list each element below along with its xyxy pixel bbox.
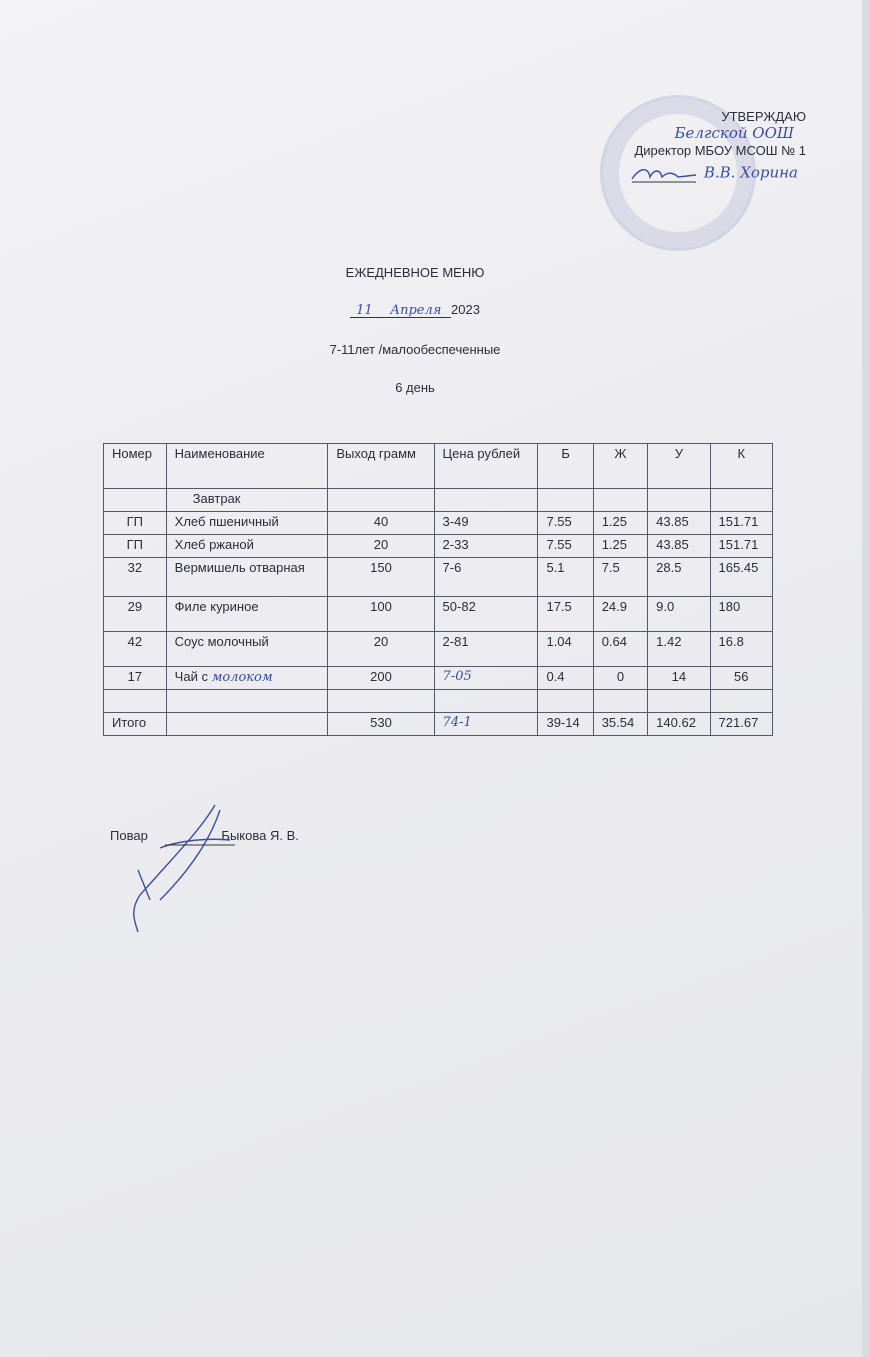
cell-zh: 1.25	[593, 512, 647, 535]
col-header: Ж	[593, 444, 647, 489]
approval-title: УТВЕРЖДАЮ	[721, 109, 806, 124]
cell-num: 42	[104, 632, 167, 667]
col-header: У	[648, 444, 710, 489]
date-month: Апреля	[390, 303, 442, 318]
total-k: 721.67	[710, 713, 772, 736]
director-name-handwritten: В.В. Хорина	[703, 163, 798, 182]
total-b: 39-14	[538, 713, 593, 736]
cell-weight: 20	[328, 632, 434, 667]
empty-row	[104, 690, 773, 713]
cell-name: Хлеб ржаной	[166, 535, 328, 558]
cell-weight: 40	[328, 512, 434, 535]
cell-u: 43.85	[648, 512, 710, 535]
cell-b: 17.5	[538, 597, 593, 632]
cell-u: 28.5	[648, 558, 710, 597]
cell-zh: 7.5	[593, 558, 647, 597]
table-row	[104, 512, 773, 535]
page-title: ЕЖЕДНЕВНОЕ МЕНЮ	[345, 265, 485, 280]
menu-table	[103, 443, 773, 736]
col-header: Номер	[104, 444, 167, 489]
cell-name	[166, 667, 328, 690]
cell-name: Вермишель отварная	[166, 558, 328, 597]
approval-position: Директор МБОУ МСОШ № 1	[634, 143, 806, 158]
day-number: 6 день	[395, 380, 435, 395]
cell-b: 0.4	[538, 667, 593, 690]
cell-weight: 150	[328, 558, 434, 597]
cell-num: 32	[104, 558, 167, 597]
cell-weight: 200	[328, 667, 434, 690]
table-row	[104, 597, 773, 632]
cell-zh: 0.64	[593, 632, 647, 667]
cook-signature	[120, 800, 250, 940]
approval-school-handwritten: Белгской ООШ	[674, 124, 794, 142]
menu-date	[0, 302, 830, 318]
table-row	[104, 558, 773, 597]
cell-k: 180	[710, 597, 772, 632]
date-year: 2023	[451, 302, 480, 317]
cell-k: 151.71	[710, 512, 772, 535]
cell-zh: 24.9	[593, 597, 647, 632]
section-row	[104, 489, 773, 512]
cell-num: ГП	[104, 512, 167, 535]
cook-name: Быкова Я. В.	[221, 828, 299, 843]
cell-name: Филе куриное	[166, 597, 328, 632]
cell-k: 151.71	[710, 535, 772, 558]
col-header: Выход грамм	[328, 444, 434, 489]
cell-u: 43.85	[648, 535, 710, 558]
table-row	[104, 632, 773, 667]
cell-price: 2-33	[434, 535, 538, 558]
total-zh: 35.54	[593, 713, 647, 736]
cell-price: 3-49	[434, 512, 538, 535]
table-row	[104, 667, 773, 690]
cell-k: 165.45	[710, 558, 772, 597]
cell-u: 14	[648, 667, 710, 690]
cell-b: 1.04	[538, 632, 593, 667]
col-header: Б	[538, 444, 593, 489]
col-header: Цена рублей	[434, 444, 538, 489]
total-weight: 530	[328, 713, 434, 736]
cell-u: 9.0	[648, 597, 710, 632]
cell-price: 2-81	[434, 632, 538, 667]
section-label: Завтрак	[166, 489, 328, 512]
cell-b: 5.1	[538, 558, 593, 597]
cell-u: 1.42	[648, 632, 710, 667]
cell-zh: 1.25	[593, 535, 647, 558]
table-header-row	[104, 444, 773, 489]
total-row	[104, 713, 773, 736]
col-header: Наименование	[166, 444, 328, 489]
cell-price: 50-82	[434, 597, 538, 632]
cell-price-handwritten: 7-05	[434, 667, 538, 690]
cell-price: 7-6	[434, 558, 538, 597]
table-row	[104, 535, 773, 558]
cell-name: Соус молочный	[166, 632, 328, 667]
date-day: 11	[356, 303, 373, 318]
age-group: 7-11лет /малообеспеченные	[329, 342, 501, 357]
cell-num: 29	[104, 597, 167, 632]
cell-name: Хлеб пшеничный	[166, 512, 328, 535]
cook-role: Повар	[110, 828, 148, 843]
cell-name-handwritten: молоком	[211, 670, 273, 685]
total-price-handwritten: 74-1	[434, 713, 538, 736]
cell-b: 7.55	[538, 535, 593, 558]
cell-k: 16.8	[710, 632, 772, 667]
cell-num: 17	[104, 667, 167, 690]
director-signature	[630, 163, 700, 185]
director-signature-row	[630, 163, 798, 185]
cell-zh: 0	[593, 667, 647, 690]
col-header: К	[710, 444, 772, 489]
approval-block	[630, 108, 806, 185]
cell-num: ГП	[104, 535, 167, 558]
cell-name-text: Чай с	[174, 669, 208, 684]
total-label: Итого	[104, 713, 167, 736]
cell-k: 56	[710, 667, 772, 690]
cell-weight: 100	[328, 597, 434, 632]
cell-weight: 20	[328, 535, 434, 558]
cell-b: 7.55	[538, 512, 593, 535]
total-u: 140.62	[648, 713, 710, 736]
